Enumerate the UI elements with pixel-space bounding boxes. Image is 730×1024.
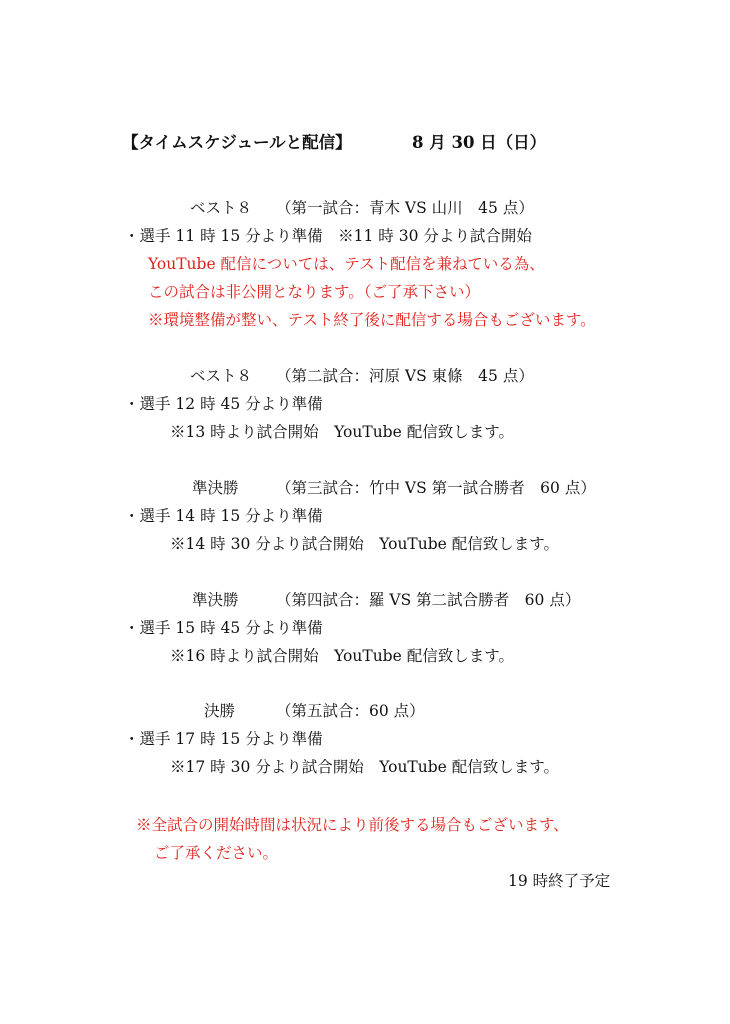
match-1-detail: （第一試合：青木 VS 山川 45 点） <box>276 199 534 217</box>
match-2-round: ベスト８ <box>190 367 253 385</box>
match-3-start: ※14 時 30 分より試合開始 YouTube 配信致します。 <box>170 535 560 553</box>
match-2-start: ※13 時より試合開始 YouTube 配信致します。 <box>170 423 514 441</box>
match-5-detail: （第五試合：60 点） <box>276 702 425 720</box>
match-4-round: 準決勝 <box>192 591 239 609</box>
match-5-prep: ・選手 17 時 15 分より準備 <box>124 730 323 748</box>
match-2-prep: ・選手 12 時 45 分より準備 <box>124 395 323 413</box>
match-3-detail: （第三試合：竹中 VS 第一試合勝者 60 点） <box>276 479 596 497</box>
match-1-prep: ・選手 11 時 15 分より準備 ※11 時 30 分より試合開始 <box>124 227 532 245</box>
schedule-title: 【タイムスケジュールと配信】 <box>122 133 352 152</box>
match-3-prep: ・選手 14 時 15 分より準備 <box>124 507 323 525</box>
match-5-round: 決勝 <box>204 702 236 720</box>
event-date: 8 月 30 日（日） <box>412 133 547 152</box>
match-4-prep: ・選手 15 時 45 分より準備 <box>124 619 323 637</box>
match-4-start: ※16 時より試合開始 YouTube 配信致します。 <box>170 647 514 665</box>
footer-notice-line-2: ご了承ください。 <box>154 844 279 862</box>
match-1-note-3: ※環境整備が整い、テスト終了後に配信する場合もございます。 <box>148 311 596 329</box>
match-5-start: ※17 時 30 分より試合開始 YouTube 配信致します。 <box>170 758 560 776</box>
footer-notice-line-1: ※全試合の開始時間は状況により前後する場合もございます、 <box>136 816 569 834</box>
match-2-detail: （第二試合：河原 VS 東條 45 点） <box>276 367 534 385</box>
match-1-round: ベスト８ <box>190 199 253 217</box>
match-1-note-1: YouTube 配信については、テスト配信を兼ねている為、 <box>148 255 545 273</box>
match-4-detail: （第四試合：羅 VS 第二試合勝者 60 点） <box>276 591 581 609</box>
end-time: 19 時終了予定 <box>508 872 611 890</box>
match-3-round: 準決勝 <box>192 479 239 497</box>
match-1-note-2: この試合は非公開となります。（ご了承下さい） <box>148 283 481 301</box>
